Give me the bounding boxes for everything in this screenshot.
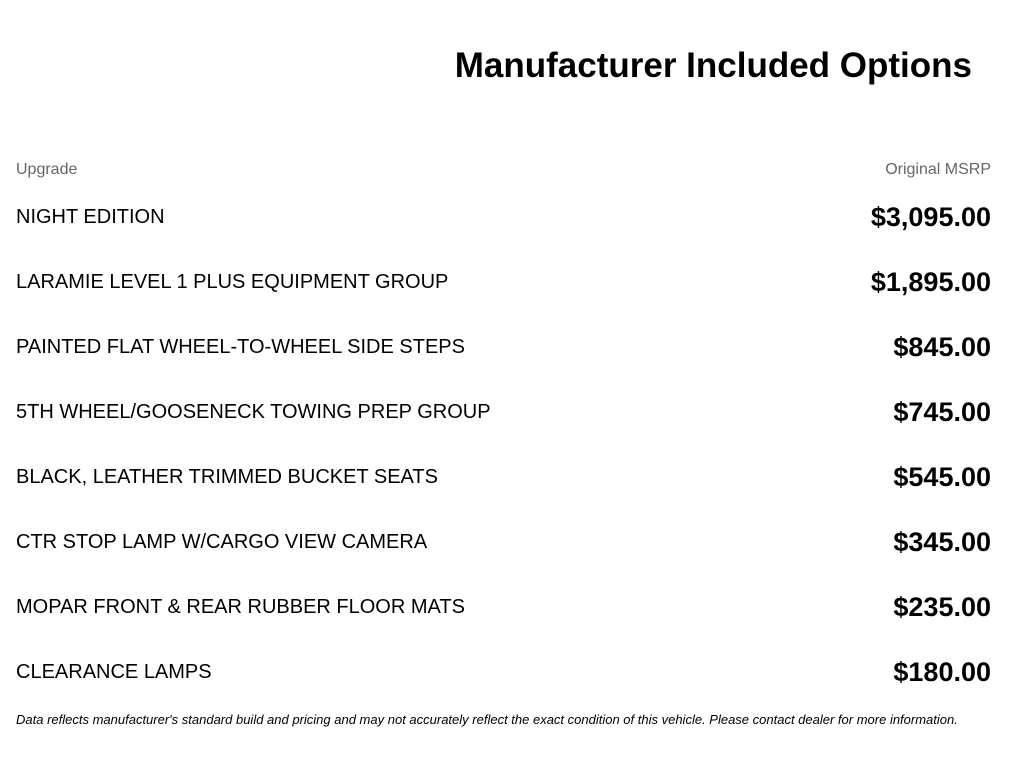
- table-row: [16, 250, 991, 315]
- table-row: [16, 445, 991, 510]
- option-name: BLACK, LEATHER TRIMMED BUCKET SEATS: [16, 466, 438, 488]
- msrp-column-header: Original MSRP: [885, 161, 991, 178]
- option-name: NIGHT EDITION: [16, 206, 165, 228]
- option-price: $545.00: [893, 462, 991, 492]
- upgrade-column-header: Upgrade: [16, 161, 78, 178]
- table-row: [16, 640, 991, 705]
- table-row: [16, 315, 991, 380]
- option-name: CTR STOP LAMP W/CARGO VIEW CAMERA: [16, 531, 428, 553]
- option-name: 5TH WHEEL/GOOSENECK TOWING PREP GROUP: [16, 401, 491, 423]
- option-price: $235.00: [893, 592, 991, 622]
- table-row: [16, 510, 991, 575]
- disclaimer-text: Data reflects manufacturer's standard build and pricing and may not accurately reflect the exact condition of this vehicle. Please contact dealer for more information.: [16, 712, 958, 727]
- option-name: MOPAR FRONT & REAR RUBBER FLOOR MATS: [16, 596, 465, 618]
- option-name: CLEARANCE LAMPS: [16, 661, 212, 683]
- table-row: [16, 575, 991, 640]
- option-price: $745.00: [893, 397, 991, 427]
- options-list: [16, 185, 991, 705]
- page-title: Manufacturer Included Options: [454, 46, 972, 85]
- table-header: [16, 160, 991, 180]
- option-price: $3,095.00: [870, 202, 991, 232]
- option-price: $345.00: [893, 527, 991, 557]
- option-price: $845.00: [893, 332, 991, 362]
- option-name: LARAMIE LEVEL 1 PLUS EQUIPMENT GROUP: [16, 271, 449, 293]
- table-row: [16, 185, 991, 250]
- option-price: $180.00: [893, 657, 991, 687]
- table-row: [16, 380, 991, 445]
- option-price: $1,895.00: [870, 267, 991, 297]
- option-name: PAINTED FLAT WHEEL-TO-WHEEL SIDE STEPS: [16, 336, 465, 358]
